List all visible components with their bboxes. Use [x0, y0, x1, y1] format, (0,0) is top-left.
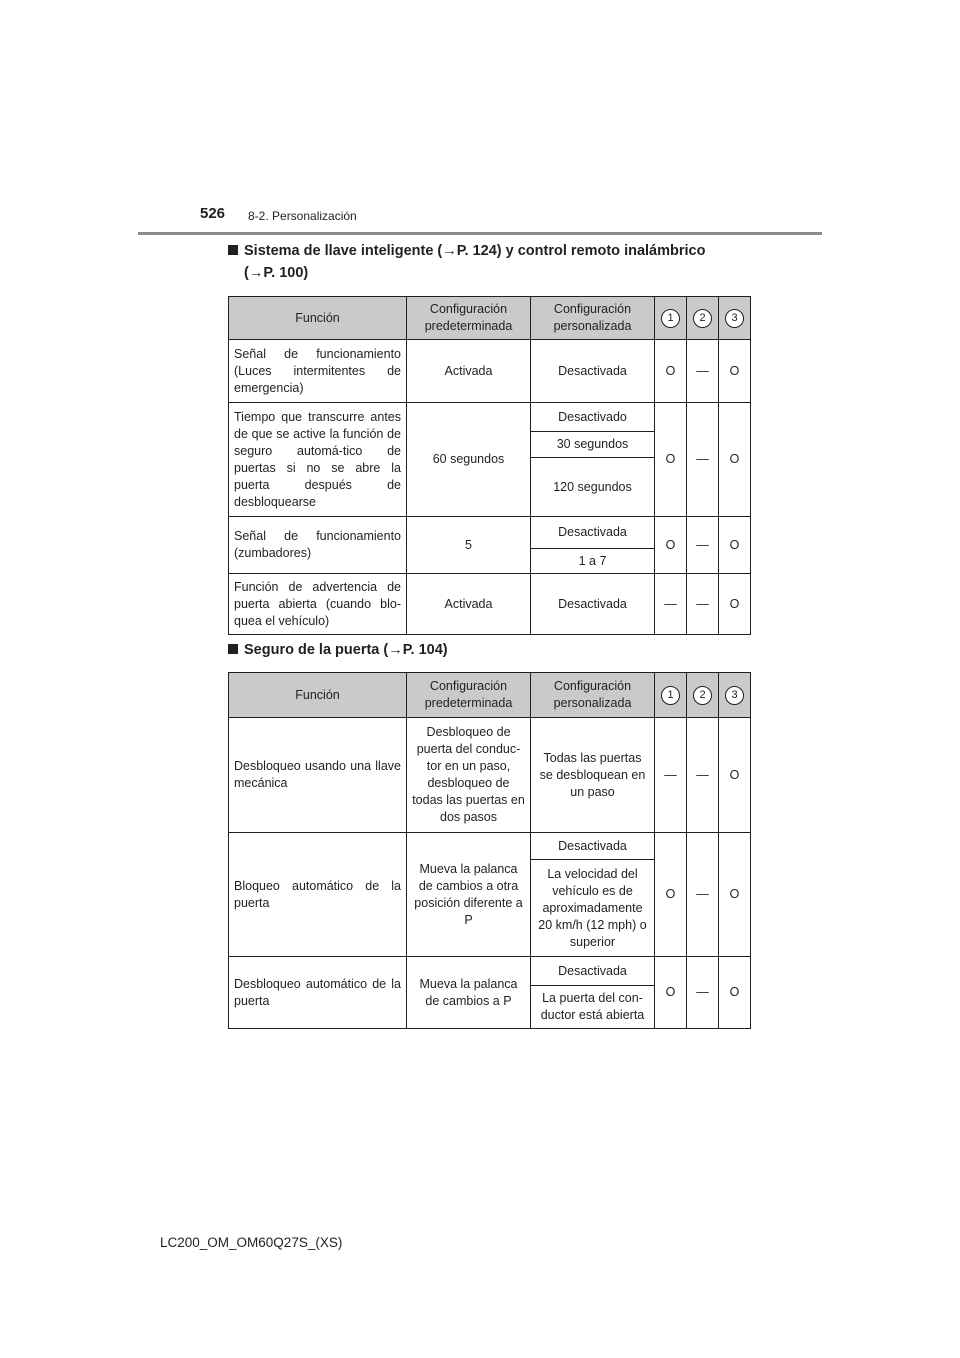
document-code: LC200_OM_OM60Q27S_(XS)	[160, 1235, 343, 1250]
custom-cell: Desactivada	[531, 340, 655, 403]
mark-cell: —	[687, 340, 719, 403]
table-row	[229, 340, 751, 403]
custom-cell: Desactivada	[531, 957, 655, 986]
function-cell: Desbloqueo usando una llave mecánica	[229, 718, 407, 833]
mark-cell: —	[687, 718, 719, 833]
custom-cell: La velocidad del vehículo es de aproximadamente 20 km/h (12 mph) o superior	[531, 860, 655, 957]
heading-line-2: (→P. 100)	[244, 265, 309, 281]
table-row	[229, 517, 751, 549]
table-row	[229, 833, 751, 860]
column-header-default: Configuración predeterminada	[407, 297, 531, 340]
function-cell: Señal de funcionamiento (Luces intermitentes de emergencia)	[229, 340, 407, 403]
mark-cell: —	[687, 403, 719, 517]
circled-number-icon: 2	[693, 309, 712, 328]
page-number: 526	[200, 205, 226, 222]
custom-cell: Desactivado	[531, 403, 655, 432]
custom-cell: Desactivada	[531, 833, 655, 860]
mark-cell: O	[719, 833, 751, 957]
heading-text: Seguro de la puerta (→P. 104)	[244, 642, 448, 658]
custom-cell: Desactivada	[531, 574, 655, 635]
mark-cell: O	[719, 340, 751, 403]
square-bullet-icon	[228, 245, 238, 255]
custom-cell: La puerta del con-ductor está abierta	[531, 986, 655, 1029]
column-header-custom: Configuración personalizada	[531, 297, 655, 340]
circled-number-icon: 2	[693, 686, 712, 705]
column-header-function: Función	[229, 297, 407, 340]
heading-line-1: Sistema de llave inteligente (→P. 124) y control remoto inalámbrico	[244, 243, 706, 259]
square-bullet-icon	[228, 644, 238, 654]
function-cell: Señal de funcionamiento (zumbadores)	[229, 517, 407, 574]
table-row	[229, 957, 751, 986]
table-header-row	[229, 673, 751, 718]
mark-cell: O	[655, 833, 687, 957]
function-cell: Tiempo que transcurre antes de que se active la función de seguro automá-tico de puertas si no se abre la puerta después de desbloquearse	[229, 403, 407, 517]
custom-cell: 1 a 7	[531, 549, 655, 574]
mark-cell: —	[687, 517, 719, 574]
default-cell: Desbloqueo de puerta del conduc-tor en un paso, desbloqueo de todas las puertas en dos pasos	[407, 718, 531, 833]
mark-cell: O	[655, 403, 687, 517]
circled-number-icon: 1	[661, 309, 680, 328]
mark-cell: O	[719, 574, 751, 635]
table-row	[229, 574, 751, 635]
door-lock-table	[228, 672, 751, 1029]
mark-cell: O	[719, 957, 751, 1029]
smart-key-heading	[228, 240, 705, 284]
default-cell: Mueva la palanca de cambios a otra posición diferente a P	[407, 833, 531, 957]
mark-cell: O	[655, 340, 687, 403]
table-header-row	[229, 297, 751, 340]
default-cell: Activada	[407, 340, 531, 403]
column-header-custom: Configuración personalizada	[531, 673, 655, 718]
column-header-default: Configuración predeterminada	[407, 673, 531, 718]
door-lock-heading	[228, 639, 448, 661]
mark-cell: —	[655, 574, 687, 635]
function-cell: Función de advertencia de puerta abierta (cuando blo-quea el vehículo)	[229, 574, 407, 635]
header-divider	[138, 232, 822, 235]
table-row	[229, 403, 751, 432]
circled-number-icon: 3	[725, 309, 744, 328]
mark-cell: O	[655, 517, 687, 574]
default-cell: 5	[407, 517, 531, 574]
mark-cell: —	[687, 957, 719, 1029]
default-cell: 60 segundos	[407, 403, 531, 517]
mark-cell: O	[719, 718, 751, 833]
custom-cell: Todas las puertas se desbloquean en un paso	[531, 718, 655, 833]
custom-cell: Desactivada	[531, 517, 655, 549]
mark-cell: O	[719, 517, 751, 574]
mark-cell: —	[687, 833, 719, 957]
circled-number-icon: 1	[661, 686, 680, 705]
mark-cell: —	[687, 574, 719, 635]
table-row	[229, 718, 751, 833]
mark-cell: O	[719, 403, 751, 517]
column-header-function: Función	[229, 673, 407, 718]
circled-number-icon: 3	[725, 686, 744, 705]
custom-cell: 30 segundos	[531, 432, 655, 458]
default-cell: Mueva la palanca de cambios a P	[407, 957, 531, 1029]
custom-cell: 120 segundos	[531, 458, 655, 517]
mark-cell: O	[655, 957, 687, 1029]
function-cell: Bloqueo automático de la puerta	[229, 833, 407, 957]
smart-key-table	[228, 296, 751, 635]
section-title: 8-2. Personalización	[248, 209, 357, 223]
default-cell: Activada	[407, 574, 531, 635]
mark-cell: —	[655, 718, 687, 833]
function-cell: Desbloqueo automático de la puerta	[229, 957, 407, 1029]
